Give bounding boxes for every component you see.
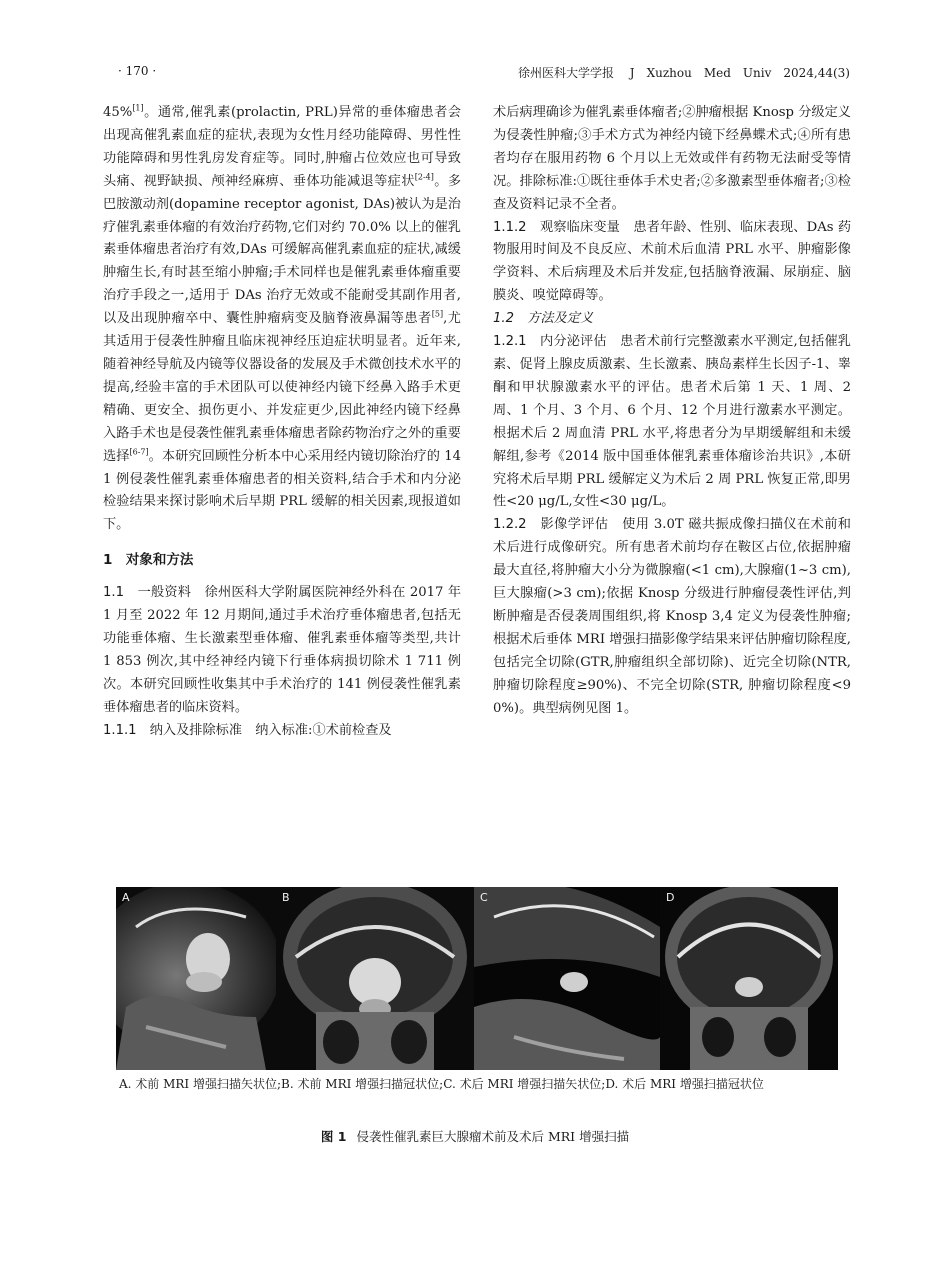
subsection-methods: [493, 308, 851, 331]
mri-panel-c: C: [474, 887, 660, 1070]
subsection-endocrine: 1.2.1 内分泌评估 患者术前行完整激素水平测定,包括催乳素、促肾上腺皮质激素、生长激素、胰岛素样生长因子-1、睾酮和甲状腺激素水平的评估。患者术后第 1 天、1 周、2 周、1 个月、3 个月、6 个月、12 个月进行激素水平测定。根据术后 2 周血清 PRL 水平,将患者分为早期缓解组和未缓解组,参考《2014 版中国垂体催乳素垂体瘤诊治共识》,本研究将术后早期 PRL 缓解定义为术后 2 周 PRL 恢复正常,即男性<20 μg/L,女性<30 μg/L。: [493, 334, 851, 510]
journal-citation: 徐州医科大学学报 J Xuzhou Med Univ 2024,44(3): [517, 66, 850, 80]
left-column: [103, 102, 461, 742]
subsection-title: 1.2.2 影像学评估: [493, 517, 609, 533]
mri-figure: [116, 887, 838, 1070]
subsection-variables: 1.1.2 观察临床变量 患者年龄、性别、临床表现、DAs 药物服用时间及不良反应、术前术后血清 PRL 水平、肿瘤影像学资料、术后病理及术后并发症,包括脑脊液漏、尿崩症、脑膜炎、嗅觉障碍等。: [493, 219, 852, 304]
subsection-title: 1.1 一般资料: [103, 585, 192, 601]
mri-panel-d: D: [660, 887, 838, 1070]
subsection-title: 1.1.1 纳入及排除标准: [103, 722, 243, 738]
mri-panel-b: B: [276, 887, 474, 1070]
running-header: [0, 64, 950, 86]
citation: [1]: [132, 103, 144, 113]
section-heading: 1 对象和方法: [103, 552, 194, 569]
mri-panel-a: A: [116, 887, 276, 1070]
figure-caption: A. 术前 MRI 增强扫描矢状位;B. 术前 MRI 增强扫描冠状位;C. 术后 MRI 增强扫描矢状位;D. 术后 MRI 增强扫描冠状位: [119, 1077, 764, 1091]
subsection-title: 1.2.1 内分泌评估: [493, 334, 607, 350]
right-column: [493, 102, 851, 720]
subsection-imaging: 1.2.2 影像学评估 使用 3.0T 磁共振成像扫描仪在术前和术后进行成像研究。所有患者术前均存在鞍区占位,依据肿瘤最大直径,将肿瘤大小分为微腺瘤(<1 cm),大腺瘤(1~3 cm),巨大腺瘤(>3 cm);依据 Knosp 分级进行肿瘤侵袭性评估,判断肿瘤是否侵袭周围组织,将 Knosp 3,4 定义为侵袭性肿瘤;根据术后垂体 MRI 增强扫描影像学结果来评估肿瘤切除程度,包括完全切除(GTR,肿瘤组织全部切除)、近完全切除(NTR,肿瘤切除程度≥90%)、不完全切除(STR, 肿瘤切除程度<90%)。典型病例见图 1。: [493, 517, 851, 716]
page-number: · 170 ·: [118, 64, 157, 78]
subsection-general: 1.1 一般资料 徐州医科大学附属医院神经外科在 2017 年 1 月至 2022 年 12 月期间,通过手术治疗垂体瘤患者,包括无功能垂体瘤、生长激素型垂体瘤、催乳素垂体瘤等类型,共计 1 853 例次,其中经神经内镜下行垂体病损切除术 1 711 例次。本研究回顾性收集其中手术治疗的 141 例侵袭性催乳素垂体瘤患者的临床资料。: [103, 585, 462, 715]
subsection-criteria: 1.1.1 纳入及排除标准 纳入标准:①术前检查及: [103, 722, 392, 738]
citation: [2-4]: [414, 172, 434, 182]
intro-paragraph: 45%[1]。通常,催乳素(prolactin, PRL)异常的垂体瘤患者会出现高催乳素血症的症状,表现为女性月经功能障碍、男性性功能障碍和男性乳房发育症等。同时,肿瘤占位效应也可导致头痛、视野缺损、颅神经麻痹、垂体功能减退等症状[2-4]。多巴胺激动剂(dopamine receptor agonist, DAs)被认为是治疗催乳素垂体瘤的有效治疗药物,它们对约 70.0% 以上的催乳素垂体瘤患者治疗有效,DAs 可缓解高催乳素血症的症状,减缓肿瘤生长,有时甚至缩小肿瘤;手术同样也是催乳素垂体瘤重要治疗手段之一,适用于 DAs 治疗无效或不能耐受其副作用者,以及出现肿瘤卒中、囊性肿瘤病变及脑脊液鼻漏等患者[5],尤其适用于侵袭性肿瘤且临床视神经压迫症状明显者。近年来,随着神经导航及内镜等仪器设备的发展及手术微创技术水平的提高,经验丰富的手术团队可以使神经内镜下经鼻入路手术更精确、更安全、损伤更小、并发症更少,因此神经内镜下经鼻入路手术也是侵袭性催乳素垂体瘤患者除药物治疗之外的重要选择[6-7]。本研究回顾性分析本中心采用经内镜切除治疗的 141 例侵袭性催乳素垂体瘤患者的相关资料,结合手术和内分泌检验结果来探讨影响术后早期 PRL 缓解的相关因素,现报道如下。: [103, 103, 462, 533]
figure-title: 图 1 侵袭性催乳素巨大腺瘤术前及术后 MRI 增强扫描: [320, 1129, 630, 1144]
citation: [6-7]: [129, 447, 149, 457]
figure-label: 图 1: [320, 1129, 347, 1144]
criteria-continued: 术后病理确诊为催乳素垂体瘤者;②肿瘤根据 Knosp 分级定义为侵袭性肿瘤;③手术方式为神经内镜下经鼻蝶术式;④所有患者均存在服用药物 6 个月以上无效或伴有药物无法耐受等情况。排除标准:①既往垂体手术史者;②多激素型垂体瘤者;③检查及资料记录不全者。: [493, 105, 851, 212]
citation: [5]: [431, 309, 444, 319]
subsection-title: 1.2 方法及定义: [493, 311, 594, 327]
subsection-title: 1.1.2 观察临床变量: [493, 219, 620, 235]
